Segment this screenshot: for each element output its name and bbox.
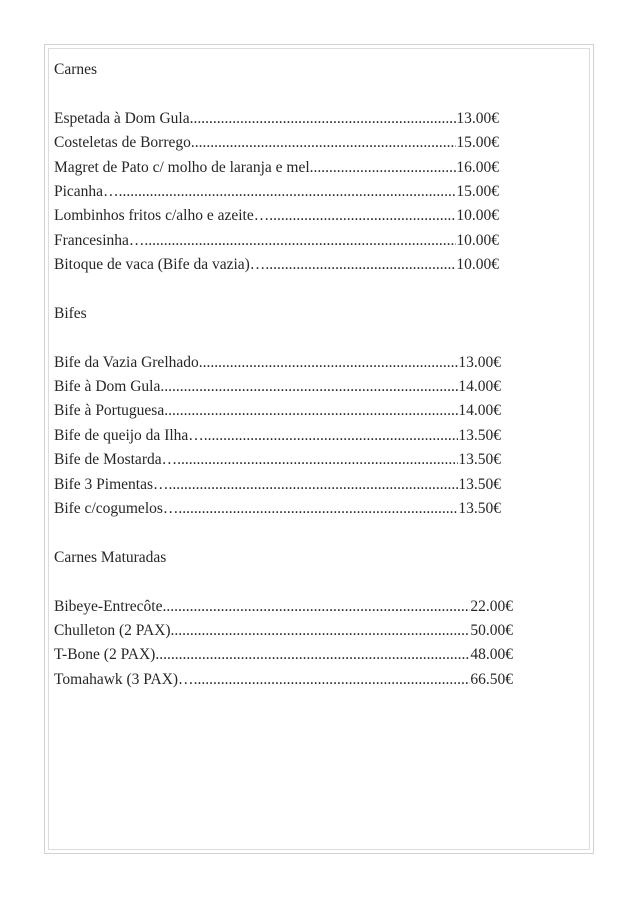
item-name: Bife de Mostarda… (54, 451, 178, 469)
menu-item (54, 595, 513, 619)
dot-leader (178, 497, 458, 521)
dot-leader (204, 424, 459, 448)
item-price: 13.50€ (458, 426, 501, 444)
item-price: 13.50€ (458, 451, 501, 469)
menu-item (54, 107, 499, 131)
dot-leader (160, 375, 458, 399)
item-name: Espetada à Dom Gula (54, 109, 190, 127)
menu-item (54, 180, 499, 204)
dot-leader (144, 229, 456, 253)
item-price: 48.00€ (470, 646, 513, 664)
item-price: 13.00€ (458, 353, 501, 371)
dot-leader (310, 156, 457, 180)
item-price: 14.00€ (458, 378, 501, 396)
dot-leader (199, 351, 459, 375)
menu-item (54, 351, 501, 375)
item-name: Chulleton (2 PAX) (54, 621, 171, 639)
section-heading-carnes-maturadas: Carnes Maturadas (54, 548, 167, 566)
dot-leader (265, 253, 456, 277)
section-heading-bifes: Bifes (54, 304, 87, 322)
menu-item (54, 497, 501, 521)
menu-content (54, 58, 554, 692)
item-price: 22.00€ (470, 597, 513, 615)
item-name: T-Bone (2 PAX) (54, 646, 156, 664)
menu-item (54, 131, 499, 155)
menu-item (54, 156, 499, 180)
menu-item (54, 229, 499, 253)
item-price: 13.50€ (458, 500, 501, 518)
item-name: Magret de Pato c/ molho de laranja e mel (54, 158, 310, 176)
item-name: Bife à Dom Gula (54, 378, 161, 396)
menu-item (54, 619, 513, 643)
section-heading-carnes: Carnes (54, 61, 98, 78)
item-price: 10.00€ (456, 231, 499, 249)
item-name: Bibeye-Entrecôte (54, 597, 163, 615)
item-name: Costeletas de Borrego (54, 134, 191, 152)
menu-item (54, 424, 501, 448)
item-price: 15.00€ (456, 182, 499, 200)
item-price: 50.00€ (470, 621, 513, 639)
menu-list-bifes (54, 351, 501, 522)
dot-leader (190, 107, 457, 131)
menu-item (54, 643, 513, 667)
menu-item (54, 473, 501, 497)
menu-item (54, 253, 499, 277)
item-price: 13.50€ (458, 475, 501, 493)
dot-leader (155, 643, 470, 667)
menu-list-carnes (54, 107, 499, 278)
item-name: Bife da Vazia Grelhado (54, 353, 199, 371)
dot-leader (169, 473, 459, 497)
item-name: Bife à Portuguesa (54, 402, 165, 420)
dot-leader (171, 619, 471, 643)
dot-leader (162, 595, 470, 619)
dot-leader (194, 668, 471, 692)
item-name: Picanha… (54, 182, 119, 200)
item-price: 16.00€ (456, 158, 499, 176)
menu-item (54, 375, 501, 399)
item-name: Bife c/cogumelos… (54, 500, 179, 518)
menu-item (54, 448, 501, 472)
item-price: 14.00€ (458, 402, 501, 420)
dot-leader (191, 131, 456, 155)
menu-list-carnes-maturadas (54, 595, 513, 693)
item-price: 15.00€ (456, 134, 499, 152)
item-price: 10.00€ (456, 207, 499, 225)
menu-item (54, 399, 501, 423)
dot-leader (164, 399, 458, 423)
dot-leader (177, 448, 458, 472)
item-price: 13.00€ (456, 109, 499, 127)
item-name: Lombinhos fritos c/alho e azeite… (54, 207, 270, 225)
dot-leader (269, 204, 456, 228)
menu-item (54, 668, 513, 692)
item-name: Bitoque de vaca (Bife da vazia)… (54, 256, 266, 274)
item-name: Bife de queijo da Ilha… (54, 426, 204, 444)
item-price: 10.00€ (456, 256, 499, 274)
menu-item (54, 204, 499, 228)
item-name: Bife 3 Pimentas… (54, 475, 169, 493)
item-name: Francesinha… (54, 231, 145, 249)
dot-leader (119, 180, 457, 204)
item-name: Tomahawk (3 PAX)… (54, 670, 194, 688)
item-price: 66.50€ (470, 670, 513, 688)
